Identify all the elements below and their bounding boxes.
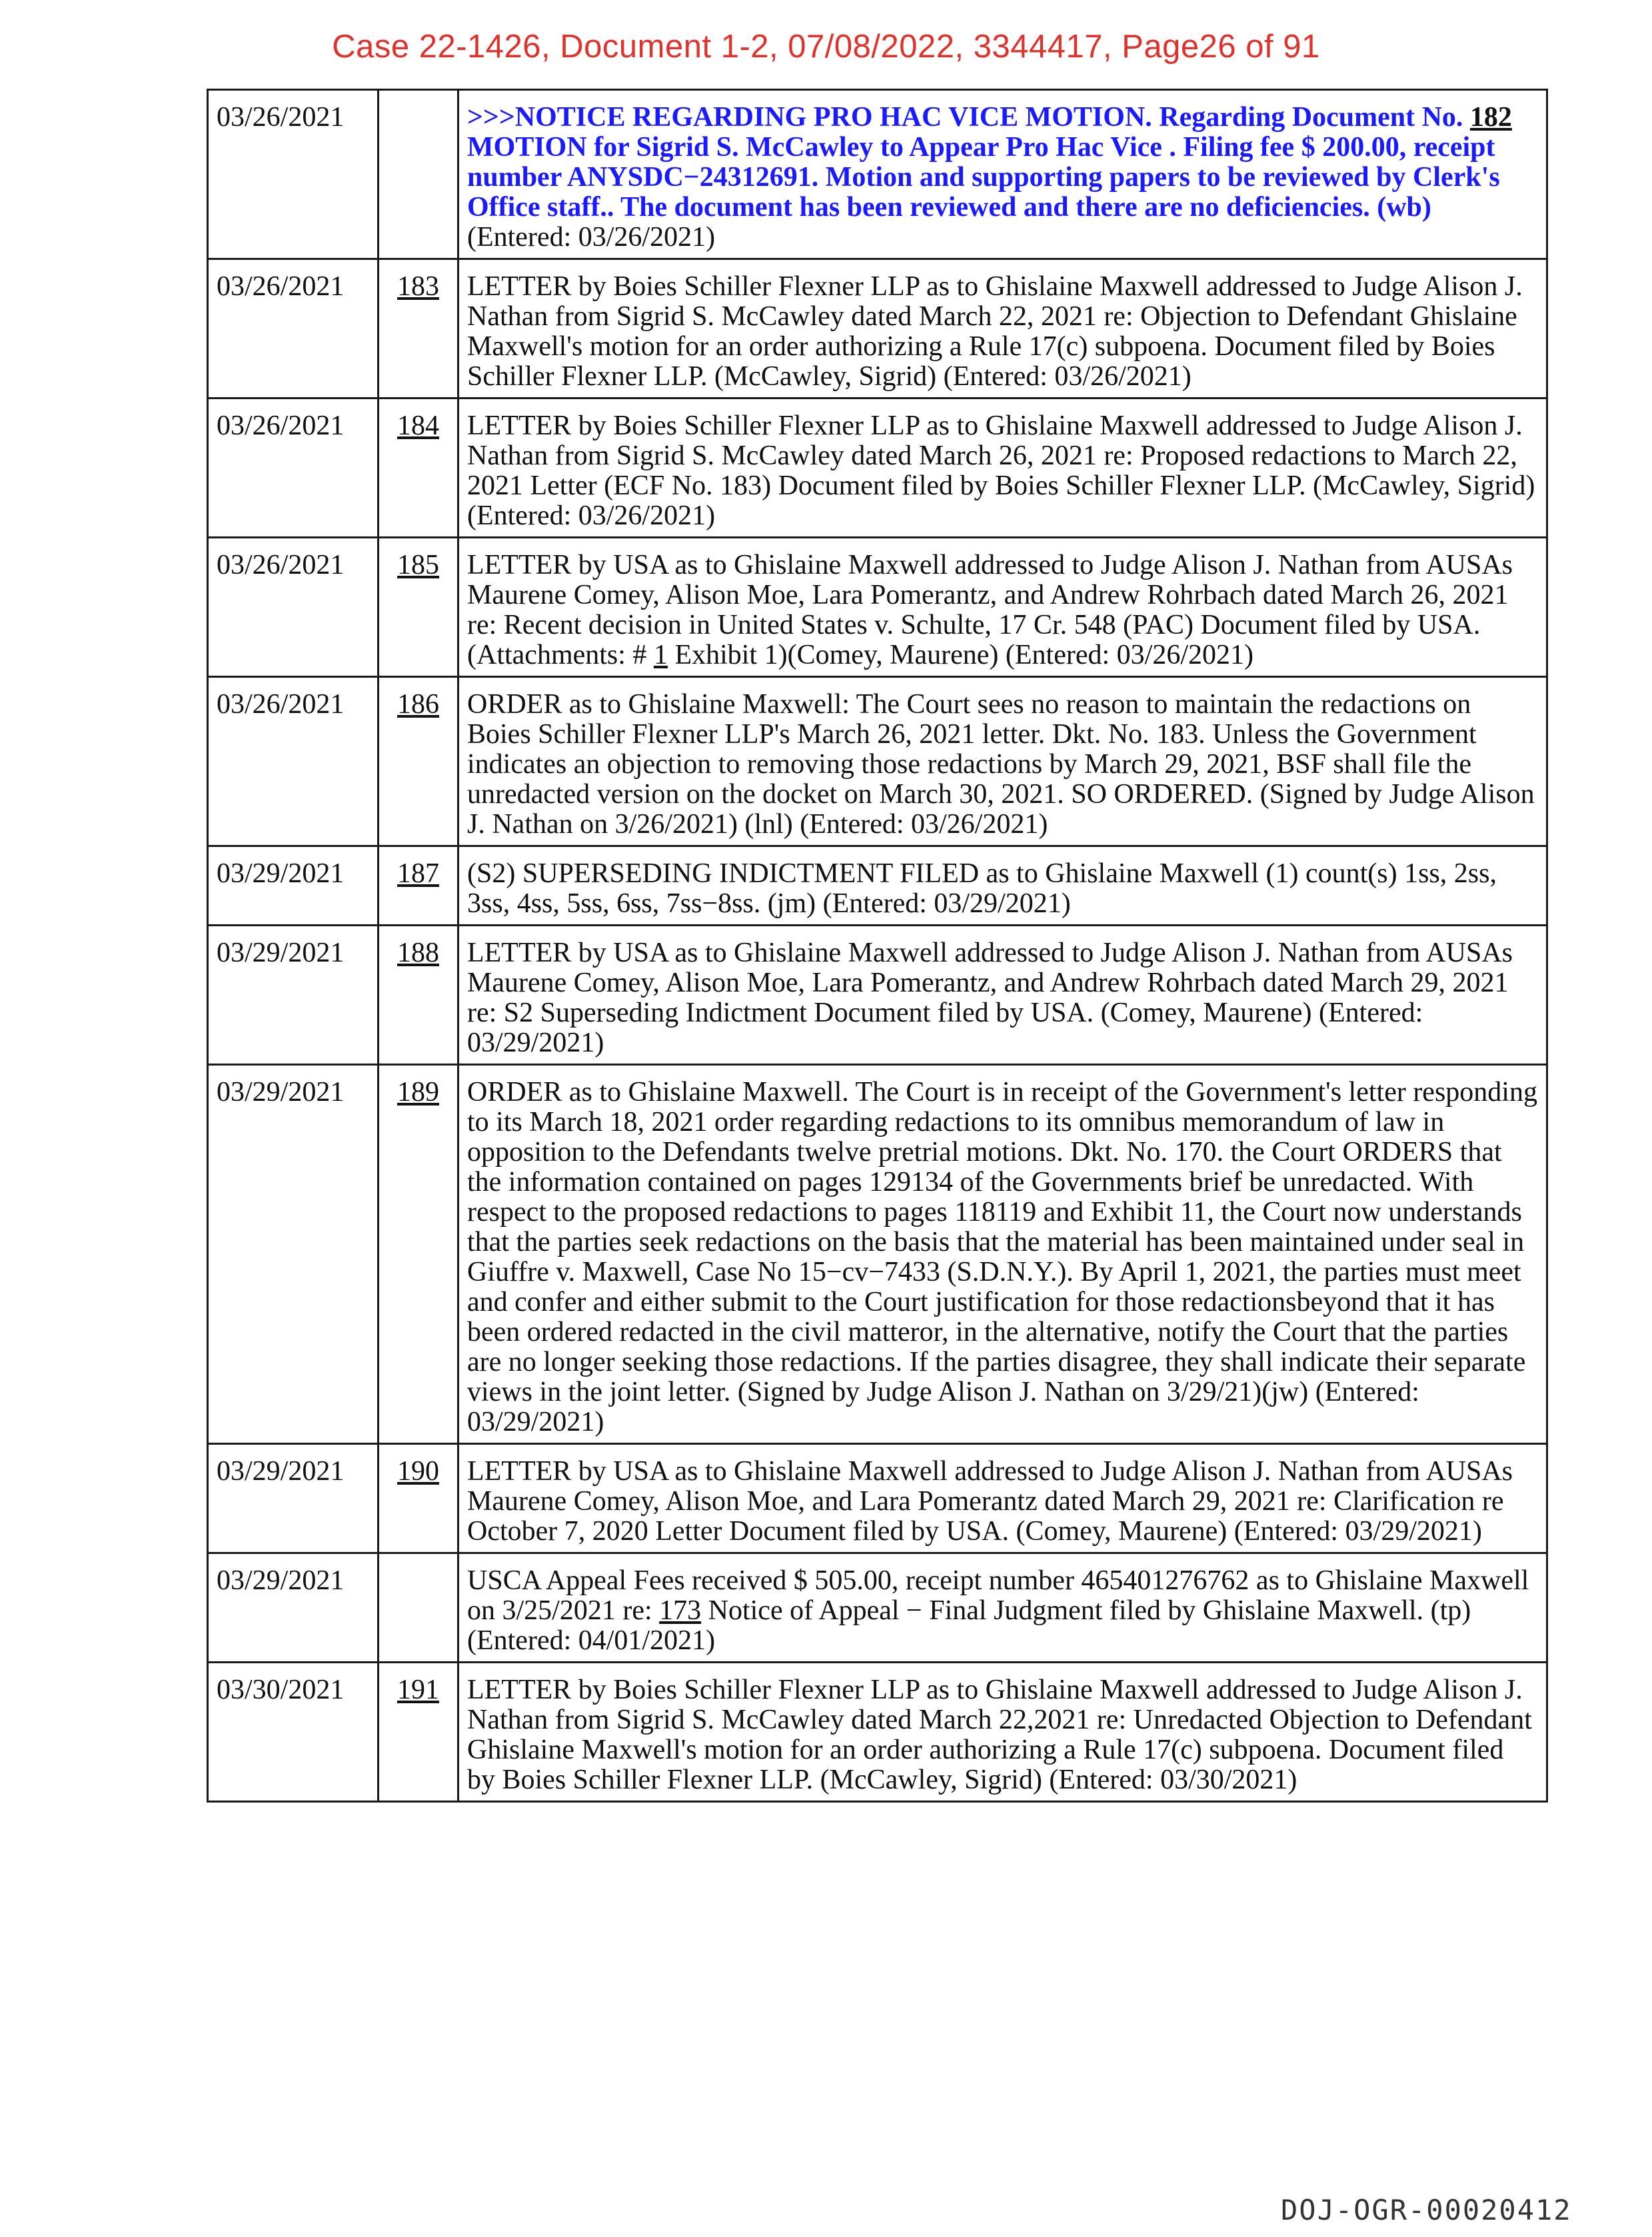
docket-row [208, 846, 1547, 926]
entry-number-link[interactable]: 191 [397, 1675, 439, 1705]
entry-number [379, 846, 458, 926]
docket-row [208, 1663, 1547, 1802]
entry-number-link[interactable]: 187 [397, 858, 439, 889]
entry-number [379, 1663, 458, 1802]
entry-text [458, 1553, 1547, 1663]
entry-date: 03/26/2021 [208, 90, 379, 259]
entry-number-link[interactable]: 189 [397, 1077, 439, 1108]
notice-text-start: >>>NOTICE REGARDING PRO HAC VICE MOTION. Regarding Document No. [467, 102, 1463, 133]
entry-date: 03/26/2021 [208, 398, 379, 538]
entered-date: (Entered: 03/26/2021) [467, 222, 716, 253]
entry-date: 03/26/2021 [208, 259, 379, 398]
entry-number-link[interactable]: 183 [397, 271, 439, 302]
docket-row [208, 926, 1547, 1065]
entry-number-link[interactable]: 186 [397, 689, 439, 720]
entry-text-end: Notice of Appeal − Final Judgment filed by Ghislaine Maxwell. (tp) (Entered: 04/01/2021) [467, 1595, 1471, 1656]
entry-number [379, 926, 458, 1065]
entry-text: (S2) SUPERSEDING INDICTMENT FILED as to Ghislaine Maxwell (1) count(s) 1ss, 2ss, 3ss, 4ss, 5ss, 6ss, 7ss−8ss. (jm) (Entered: 03/29/2021) [458, 846, 1547, 926]
entry-text-start: LETTER by USA as to Ghislaine Maxwell addressed to Judge Alison J. Nathan from AUSAs Maurene Comey, Alison Moe, Lara Pomerantz, and Andrew Rohrbach dated March 26, 2021 re: Recent decision in United States v. Schulte, 17 Cr. 548 (PAC) Document filed by USA. (Attachments: # [467, 550, 1513, 670]
docket-row [208, 1444, 1547, 1553]
docket-row [208, 677, 1547, 846]
entry-text: LETTER by Boies Schiller Flexner LLP as to Ghislaine Maxwell addressed to Judge Alison J. Nathan from Sigrid S. McCawley dated March 22, 2021 re: Objection to Defendant Ghislaine Maxwell's motion for an order authorizing a Rule 17(c) subpoena. Document filed by Boies Schiller Flexner LLP. (McCawley, Sigrid) (Entered: 03/26/2021) [458, 259, 1547, 398]
entry-number [379, 398, 458, 538]
entry-number [379, 677, 458, 846]
document-link[interactable]: 173 [659, 1595, 702, 1626]
entry-number [379, 259, 458, 398]
docket-table [207, 89, 1548, 1803]
entry-text-start: USCA Appeal Fees received $ 505.00, receipt number 465401276762 as to Ghislaine Maxwell on 3/25/2021 re: [467, 1565, 1529, 1626]
entry-number [379, 538, 458, 677]
entry-text: LETTER by USA as to Ghislaine Maxwell addressed to Judge Alison J. Nathan from AUSAs Maurene Comey, Alison Moe, Lara Pomerantz, and Andrew Rohrbach dated March 29, 2021 re: S2 Superseding Indictment Document filed by USA. (Comey, Maurene) (Entered: 03/29/2021) [458, 926, 1547, 1065]
entry-number-link[interactable]: 188 [397, 938, 439, 968]
bates-number: DOJ-OGR-00020412 [1281, 2194, 1572, 2226]
docket-row [208, 1065, 1547, 1444]
entry-date: 03/29/2021 [208, 1444, 379, 1553]
docket-row [208, 1553, 1547, 1663]
entry-date: 03/26/2021 [208, 677, 379, 846]
entry-text: LETTER by Boies Schiller Flexner LLP as to Ghislaine Maxwell addressed to Judge Alison J. Nathan from Sigrid S. McCawley dated March 26, 2021 re: Proposed redactions to March 22, 2021 Letter (ECF No. 183) Document filed by Boies Schiller Flexner LLP. (McCawley, Sigrid) (Entered: 03/26/2021) [458, 398, 1547, 538]
entry-date: 03/29/2021 [208, 846, 379, 926]
entry-text: ORDER as to Ghislaine Maxwell. The Court is in receipt of the Government's letter responding to its March 18, 2021 order regarding redactions to its omnibus memorandum of law in opposition to the Defendants twelve pretrial motions. Dkt. No. 170. the Court ORDERS that the information contained on pages 129134 of the Governments brief be unredacted. With respect to the proposed redactions to pages 118119 and Exhibit 11, the Court now understands that the parties seek redactions on the basis that the material has been maintained under seal in Giuffre v. Maxwell, Case No 15−cv−7433 (S.D.N.Y.). By April 1, 2021, the parties must meet and confer and either submit to the Court justification for those redactionsbeyond that it has been ordered redacted in the civil matteror, in the alternative, notify the Court that the parties are no longer seeking those redactions. If the parties disagree, they shall indicate their separate views in the joint letter. (Signed by Judge Alison J. Nathan on 3/29/21)(jw) (Entered: 03/29/2021) [458, 1065, 1547, 1444]
entry-number [379, 90, 458, 259]
docket-row [208, 538, 1547, 677]
entry-date: 03/29/2021 [208, 926, 379, 1065]
entry-date: 03/26/2021 [208, 538, 379, 677]
entry-text [458, 90, 1547, 259]
entry-date: 03/30/2021 [208, 1663, 379, 1802]
entry-number [379, 1553, 458, 1663]
docket-row [208, 90, 1547, 259]
entry-text: LETTER by Boies Schiller Flexner LLP as to Ghislaine Maxwell addressed to Judge Alison J. Nathan from Sigrid S. McCawley dated March 22,2021 re: Unredacted Objection to Defendant Ghislaine Maxwell's motion for an order authorizing a Rule 17(c) subpoena. Document filed by Boies Schiller Flexner LLP. (McCawley, Sigrid) (Entered: 03/30/2021) [458, 1663, 1547, 1802]
entry-number-link[interactable]: 184 [397, 410, 439, 441]
entry-date: 03/29/2021 [208, 1065, 379, 1444]
pro-hac-vice-notice [467, 102, 1512, 223]
entry-number-link[interactable]: 185 [397, 550, 439, 580]
entry-number [379, 1444, 458, 1553]
entry-text: ORDER as to Ghislaine Maxwell: The Court sees no reason to maintain the redactions on Boies Schiller Flexner LLP's March 26, 2021 letter. Dkt. No. 183. Unless the Government indicates an objection to removing those redactions by March 29, 2021, BSF shall file the unredacted version on the docket on March 30, 2021. SO ORDERED. (Signed by Judge Alison J. Nathan on 3/26/2021) (lnl) (Entered: 03/26/2021) [458, 677, 1547, 846]
entry-number-link[interactable]: 190 [397, 1456, 439, 1487]
document-link[interactable]: 182 [1469, 102, 1512, 133]
docket-row [208, 259, 1547, 398]
entry-number [379, 1065, 458, 1444]
notice-text-end: MOTION for Sigrid S. McCawley to Appear Pro Hac Vice . Filing fee $ 200.00, receipt number ANYSDC−24312691. Motion and supporting papers to be reviewed by Clerk's Office staff.. The document has been reviewed and there are no deficiencies. (wb) [467, 132, 1500, 223]
attachment-link[interactable]: 1 [653, 640, 668, 670]
entry-text: LETTER by USA as to Ghislaine Maxwell addressed to Judge Alison J. Nathan from AUSAs Maurene Comey, Alison Moe, and Lara Pomerantz dated March 29, 2021 re: Clarification re October 7, 2020 Letter Document filed by USA. (Comey, Maurene) (Entered: 03/29/2021) [458, 1444, 1547, 1553]
docket-row [208, 398, 1547, 538]
entry-text-end: Exhibit 1)(Comey, Maurene) (Entered: 03/26/2021) [674, 640, 1253, 670]
entry-date: 03/29/2021 [208, 1553, 379, 1663]
entry-text [458, 538, 1547, 677]
case-header-stamp: Case 22-1426, Document 1-2, 07/08/2022, 3344417, Page26 of 91 [332, 29, 1320, 65]
